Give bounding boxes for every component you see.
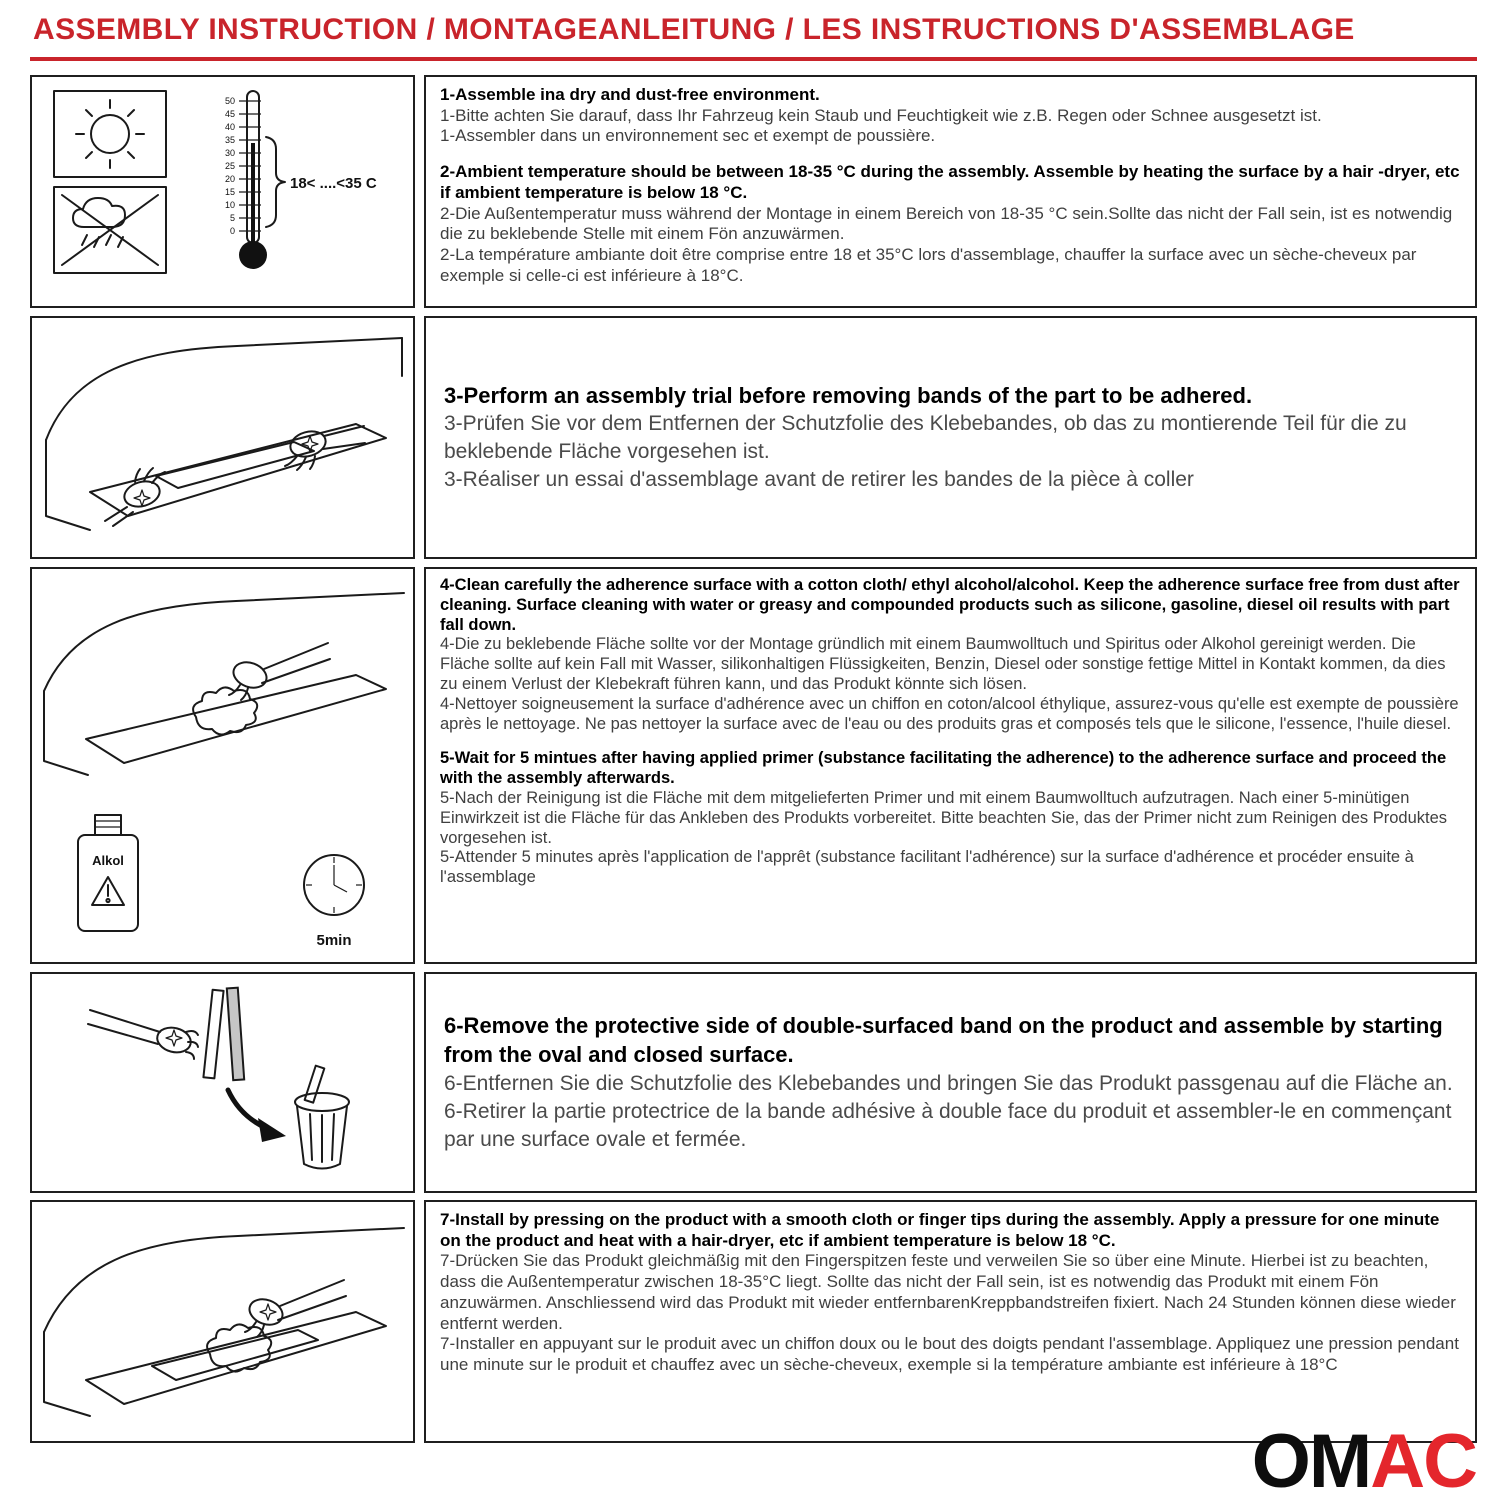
svg-text:30: 30: [224, 148, 235, 158]
remove-band-illustration-box: [30, 972, 415, 1193]
svg-text:10: 10: [224, 200, 235, 210]
hand-holding-bands-icon: [88, 1010, 198, 1059]
press-product-illustration-box: [30, 1200, 415, 1443]
omac-logo-dark-part: OM: [1251, 1419, 1371, 1500]
assembly-trial-illustration-box: [30, 316, 415, 559]
instruction-step-5: [440, 749, 1461, 888]
step6-text-en: 6-Remove the protective side of double-surfaced band on the product and assemble by starting from the oval and closed surface.: [444, 1012, 1443, 1068]
warning-triangle-icon: [92, 877, 124, 905]
instructions-step-3: [424, 316, 1477, 559]
instruction-step-4: [440, 576, 1461, 734]
section-remove-band: [30, 972, 1477, 1193]
instructions-steps-4-5: [424, 567, 1477, 964]
section-environment: [30, 75, 1477, 308]
svg-text:40: 40: [224, 122, 235, 132]
step1-text-de: 1-Bitte achten Sie darauf, dass Ihr Fahrzeug kein Staub und Feuchtigkeit wie z.B. Regen oder Schnee ausgesetzt ist.: [440, 105, 1322, 125]
instruction-step-6: [444, 1011, 1461, 1154]
clock-duration-label: 5min: [316, 932, 352, 949]
trash-can-icon: [295, 1066, 349, 1169]
instruction-step-7: [440, 1210, 1461, 1376]
step1-text-fr: 1-Assembler dans un environnement sec et exempt de poussière.: [440, 126, 936, 146]
step5-text-fr: 5-Attender 5 minutes après l'application de l'apprêt (substance facilitant l'adhérence) sur la surface d'adhérence et procéder ensuite à l'assemblage: [440, 848, 1414, 887]
instruction-step-2: [440, 162, 1461, 286]
instruction-step-3: [444, 381, 1461, 495]
svg-text:45: 45: [224, 109, 235, 119]
instructions-step-6: [424, 972, 1477, 1193]
step3-text-fr: 3-Réaliser un essai d'assemblage avant de retirer les bandes de la pièce à coller: [444, 468, 1194, 492]
remove-band-illustration: [32, 974, 413, 1191]
page-title: ASSEMBLY INSTRUCTION / MONTAGEANLEITUNG / LES INSTRUCTIONS D'ASSEMBLAGE: [33, 13, 1355, 46]
clean-surface-illustration-box: [30, 567, 415, 964]
svg-text:15: 15: [224, 187, 235, 197]
svg-text:0: 0: [229, 226, 235, 236]
clean-surface-illustration: [32, 569, 413, 962]
step3-text-en: 3-Perform an assembly trial before removing bands of the part to be adhered.: [444, 382, 1253, 408]
environment-illustration-box: [30, 75, 415, 308]
thermometer-icon: [225, 91, 377, 269]
alcohol-bottle-icon: [78, 815, 138, 931]
instructions-steps-1-2: [424, 75, 1477, 308]
svg-text:35: 35: [224, 135, 235, 145]
section-assembly-trial: [30, 316, 1477, 559]
svg-text:20: 20: [224, 174, 235, 184]
step2-text-fr: 2-La température ambiante doit être comprise entre 18 et 35°C lors d'assemblage, chauffer la surface avec un sèche-cheveux par exemple si celle-ci est inférieure à 18°C.: [440, 245, 1417, 285]
arrow-icon: [228, 1090, 286, 1142]
clock-icon: [304, 855, 364, 949]
assembly-trial-illustration: [32, 318, 413, 557]
step2-text-de: 2-Die Außentemperatur muss während der Montage in einem Bereich von 18-35 °C sein.Sollte das nicht der Fall sein, ist es notwendig die zu beklebende Stelle mit einem Fön anzuwärmen.: [440, 203, 1453, 244]
omac-logo-red-part: AC: [1370, 1419, 1476, 1500]
car-door-sill-sketch: [44, 1228, 404, 1416]
step4-text-de: 4-Die zu beklebende Fläche sollte vor der Montage gründlich mit einem Baumwolltuch und Spiritus oder Alkohol gereinigt werden. Die Fläche sollte auf kein Fall mit Wasser, silikonhaltigen Flüssigkeiten, Benzin, Diesel oder sonstige fettige Mittel in Kontakt kommen, da dies zu einem Verlust der Klebekraft führen kann, und das Produkt könnte sich lösen.: [440, 635, 1446, 693]
car-door-sill-sketch: [44, 593, 404, 775]
step4-text-fr: 4-Nettoyer soigneusement la surface d'adhérence avec un chiffon en coton/alcool éthylique, assurez-vous qu'elle est exempte de poussière après le nettoyage. Ne pas nettoyer la surface avec de l'eau ou des produits gras et composés tels que le silicone, l'essence, l'huile diesel.: [440, 694, 1459, 733]
step7-text-en: 7-Install by pressing on the product with a smooth cloth or finger tips during the assembly. Apply a pressure for one minute on the product and heat with a hair-dryer, etc if ambient temperature is below 18 °C.: [440, 1210, 1440, 1250]
step6-text-de: 6-Entfernen Sie die Schutzfolie des Klebebandes und bringen Sie das Produkt passgenau auf die Fläche an.: [444, 1071, 1453, 1095]
cleaning-hand-icon: [193, 643, 330, 735]
alcohol-bottle-label: Alkol: [92, 853, 124, 868]
step1-text-en: 1-Assemble ina dry and dust-free environment.: [440, 85, 820, 104]
svg-text:25: 25: [224, 161, 235, 171]
svg-text:50: 50: [224, 96, 235, 106]
section-clean-primer: [30, 567, 1477, 964]
step6-text-fr: 6-Retirer la partie protectrice de la bande adhésive à double face du produit et assembler-le en commençant par une surface ovale et fermée.: [444, 1099, 1452, 1152]
step3-text-de: 3-Prüfen Sie vor dem Entfernen der Schutzfolie des Klebebandes, ob das zu montierende Teil für die zu beklebende Fläche vorgesehen ist.: [444, 412, 1407, 464]
step5-text-en: 5-Wait for 5 mintues after having applied primer (substance facilitating the adherence) to the adherence surface and proceed the with the assembly afterwards.: [440, 749, 1447, 788]
press-product-illustration: [32, 1202, 413, 1441]
car-door-sill-sketch: [46, 338, 402, 530]
sun-icon: [54, 91, 166, 177]
thermometer-scale: [225, 96, 261, 236]
step2-text-en: 2-Ambient temperature should be between 18-35 °C during the assembly. Assemble by heating the surface by a hair -dryer, etc if ambient temperature is below 18 °C.: [440, 162, 1460, 202]
peel-band-icon: [88, 988, 244, 1081]
no-rain-icon: [54, 187, 166, 273]
instruction-step-1: [440, 85, 1461, 147]
instructions-step-7: [424, 1200, 1477, 1443]
step7-text-de: 7-Drücken Sie das Produkt gleichmäßig mit den Fingerspitzen feste und verweilen Sie so über eine Minute. Hierbei ist zu beachten, dass die Außentemperatur zwischen 18-35°C liegt. Sollte das nicht der Fall sein, ist es notwendig das Produkt mit einem Fön anzuwärmen. Anschliessend wird das Produkt mit wieder entfernbarenKreppbandstreifen fixiert. Nach 24 Stunden können diese wieder entfernt werden.: [440, 1251, 1456, 1333]
step7-text-fr: 7-Installer en appuyant sur le produit avec un chiffon doux ou le bout des doigts pendant l'assemblage. Appliquez une pression pendant une minute sur le produit et chauffez avec un sèche-cheveux, exemple si la température ambiante est inférieure à 18°C: [440, 1334, 1459, 1375]
environment-temperature-illustration: [32, 77, 413, 306]
temperature-range-label: 18< ....<35 C: [290, 175, 377, 192]
title-underline: [30, 57, 1477, 61]
omac-logo: [1251, 1419, 1476, 1500]
section-press-install: [30, 1200, 1477, 1443]
step4-text-en: 4-Clean carefully the adherence surface with a cotton cloth/ ethyl alcohol/alcohol. Keep the adherence surface free from dust after cleaning. Surface cleaning with water or greasy and compounded products such as silicone, gasoline, diesel oil results with part fall down.: [440, 576, 1460, 634]
step5-text-de: 5-Nach der Reinigung ist die Fläche mit dem mitgelieferten Primer und mit einem Baumwolltuch aufzutragen. Nach einer 5-minütigen Einwirkzeit ist die Fläche für das Ankleben des Produkts vorbereitet. Bitte beachten Sie, das der Primer nicht zum Reinigen des Produktes vorgesehen ist.: [440, 788, 1448, 847]
svg-text:5: 5: [229, 213, 235, 223]
